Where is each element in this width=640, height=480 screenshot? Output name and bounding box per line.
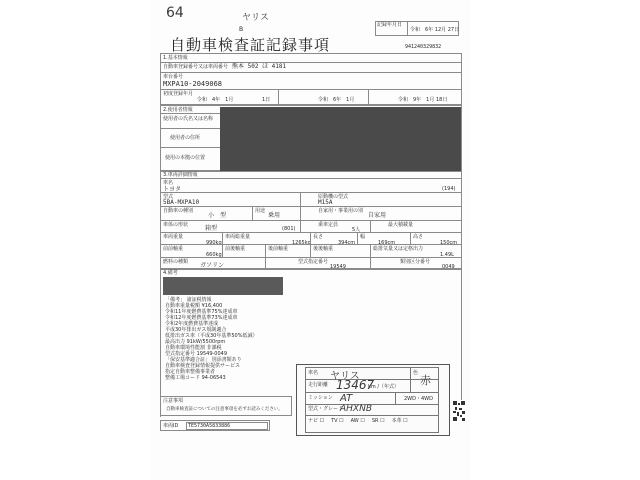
sticker-model-value: ヤリス [330,371,360,382]
use-label: 用途 [255,208,266,214]
weight-value: 990kg [206,240,222,246]
hand-note-model: ヤリス [242,13,269,23]
type-num-value: 19549 [330,264,346,270]
sticker-mileage-value: 13467 [336,378,375,392]
remarks-line: 整備工場コード 94-06543 [165,375,226,381]
sticker-option: ナビ ☐ [308,418,325,424]
sticker-option: AW ☐ [350,418,365,424]
sticker-transmission-value: AT [340,393,353,404]
rear-axle-label: 後前軸重 [268,246,289,252]
first-reg: 令和 4年 1月 [197,97,234,103]
engine-value: M15A [318,199,333,206]
width-value: 169cm [378,240,396,246]
first-reg-label: 初度登録年月 [163,91,194,97]
section-spec-label: 3.車両詳細情報 [163,172,198,178]
body-code: (801) [282,226,296,232]
issue-date: 令和 6年 1月 [318,97,355,103]
letter-b: B [239,26,244,33]
user-name-label: 使用者の氏名又は名称 [163,116,214,122]
gross-value: 1265kg [292,240,311,246]
kind-value: 小 型 [208,212,227,219]
remarks-line: 型式指定番号 19549-0049 [165,351,228,357]
record-date-label: 記録年月日 [377,22,403,28]
maker-code: (194) [442,186,456,192]
fuel-label: 燃料の種類 [163,259,189,265]
use-value: 乗用 [268,212,281,219]
hand-note-left: 64 [166,5,184,21]
sticker-option: TV ☐ [331,418,344,424]
weight-label: 車両重量 [163,234,184,240]
length-label: 長さ [313,234,324,240]
sticker-grade-value: AHXNB [340,404,372,414]
sticker-option: 本革 ☐ [391,418,408,424]
remarks-line: 最高出力 91kW/5500rpm [165,339,226,345]
displacement-value: 1.49L [440,252,454,258]
remarks-line: 自動車検査登録情報提供サービス [165,363,241,369]
serial-label: 車両ID [163,423,179,429]
remarks-line: 低排出ガス車（平成30年基準50%低減） [165,333,258,339]
type-num-label: 型式指定番号 [298,259,329,265]
sticker-color-value: 赤 [420,374,431,387]
section-user-label: 2.使用者情報 [163,107,193,113]
remarks-line: 令和12年度燃費基準73%達成車 [165,315,238,321]
qr-code-icon [452,400,466,422]
reg-number: 熊本 502 ほ 4181 [232,63,287,70]
remarks-line: 「備考」 諸証税情報 [165,297,212,303]
front-axle-label: 前前軸重 [163,246,184,252]
remarks-redaction [163,277,283,295]
sticker-color-label: 色 [413,370,419,376]
gross-label: 車両総重量 [225,234,251,240]
footnote-text: 自動車検査証についての注意事項を必ずお読みください。 [166,407,283,412]
base-location-label: 使用の本拠の位置 [165,155,206,161]
chassis-label: 車台番号 [163,74,184,80]
capacity-value: 5人 [352,227,361,233]
first-reg-sub: 1日 [262,97,271,103]
page-title: 自動車検査証記録事項 [170,36,331,54]
owner-address-label: 使用者の住所 [170,135,201,141]
expiry-date: 令和 9年 1月 18日 [398,97,448,103]
length-value: 394cm [338,240,356,246]
sticker-drive-label: 2WD・4WD [404,396,433,402]
capacity-label: 乗車定員 [318,222,339,228]
reg-number-label: 自動車登録番号又は車両番号 [163,64,229,70]
doc-number: 941240329832 [405,44,442,50]
footnote-label: 注意事項 [163,398,184,404]
sticker-transmission-label: ミッション [308,395,333,401]
body-value: 箱型 [205,225,218,232]
front-axle2-label: 前後軸重 [225,246,246,252]
remarks-line: 自動車重量税額 ¥16,400 [165,303,223,309]
category-value: 0049 [442,264,455,270]
sticker-option: SR ☐ [371,418,385,424]
sticker-grade-label: 型式・グレード [308,406,344,412]
fuel-value: ガソリン [200,262,225,269]
width-label: 幅 [360,234,366,240]
height-value: 150cm [440,240,458,246]
model-value: 5BA-MXPA10 [163,199,200,206]
remarks-line: 令和11年度燃費基準75%達成車 [165,309,238,315]
serial-value: TE5730A5833886 [188,423,231,429]
model-label: 型式 [163,194,174,200]
remarks-list [165,297,315,381]
remarks-line: 平成30年排出ガス規制適合 [165,327,227,333]
record-date-value: 令和 6年 12月 27日 [410,27,460,33]
maker-value: トヨタ [163,186,182,193]
front-axle-value: 660kg [206,252,222,258]
remarks-line: 「保安基準適合証」 別添書類あり [165,357,242,363]
kind-label: 自動車の種別 [163,208,194,214]
private-value: 自家用 [368,212,387,219]
body-label: 車体の形状 [163,222,189,228]
rear-axle2-label: 後後軸重 [313,246,334,252]
private-label: 自家用・事業用の別 [318,208,364,214]
engine-label: 原動機の型式 [318,194,349,200]
user-info-redaction [220,107,461,171]
remarks-line: 令和2年度燃費基準達成 [165,321,219,327]
sticker-mileage-label: 走行距離 [308,382,329,388]
sticker-mileage-unit: km /（年式） [368,384,400,390]
remarks-line: 自動車環境性能割 非課税 [165,345,222,351]
chassis-number: MXPA10-2049068 [163,80,223,88]
sticker-options [308,418,408,424]
sticker-model-label: 車名 [308,370,319,376]
category-label: 類別区分番号 [400,259,431,265]
height-label: 高さ [413,234,424,240]
section-remarks-label: 4.備考 [163,270,178,276]
section-basic-label: 1.基本情報 [163,55,188,61]
max-load-label: 最大積載量 [388,222,414,228]
maker-label: 車名 [163,180,174,186]
displacement-label: 総排気量又は定格出力 [373,246,424,252]
remarks-line: 指定自動車整備事業者 [165,369,216,375]
